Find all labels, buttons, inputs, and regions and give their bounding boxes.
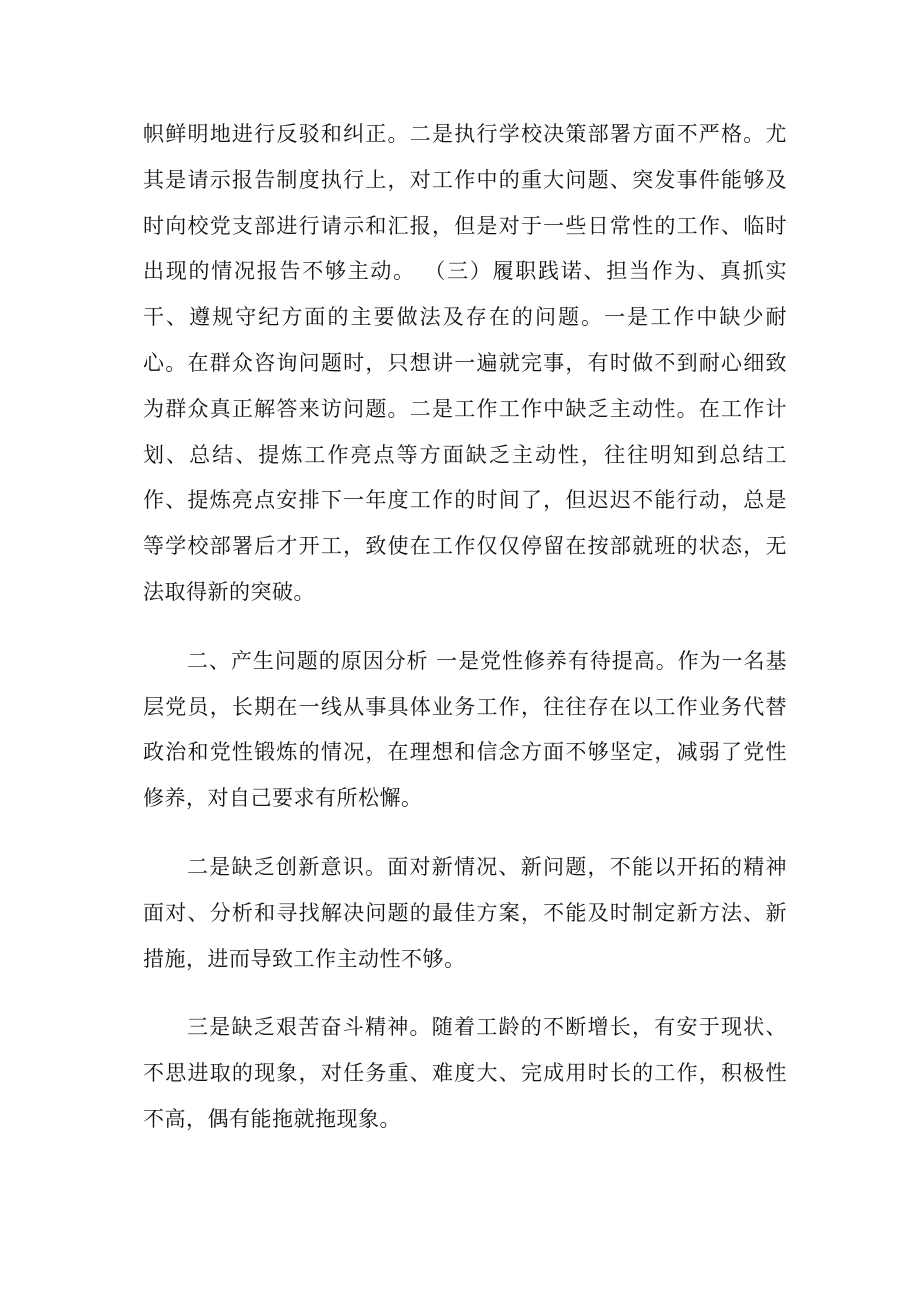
paragraph-gap — [143, 982, 787, 1005]
paragraph-innovation: 二是缺乏创新意识。面对新情况、新问题，不能以开拓的精神面对、分析和寻找解决问题的最佳方案，不能及时制定新方法、新措施，进而导致工作主动性不够。 — [143, 854, 787, 971]
paragraph-continued: 帜鲜明地进行反驳和纠正。二是执行学校决策部署方面不严格。尤其是请示报告制度执行上，对工作中的重大问题、突发事件能够及时向校党支部进行请示和汇报，但是对于一些日常性的工作、临时出现的情况报告不够主动。 （三）履职践诺、担当作为、真抓实干、遵规守纪方面的主要做法及存在的问题。一是工作中缺少耐心。在群众咨询问题时，只想讲一遍就完事，有时做不到耐心细致为群众真正解答来访问题。二是工作工作中缺乏主动性。在工作计划、总结、提炼工作亮点等方面缺乏主动性，往往明知到总结工作、提炼亮点安排下一年度工作的时间了，但迟迟不能行动，总是等学校部署后才开工，致使在工作仅仅停留在按部就班的状态，无法取得新的突破。 — [143, 122, 787, 604]
paragraph-gap — [143, 822, 787, 845]
paragraph-cause-analysis: 二、产生问题的原因分析 一是党性修养有待提高。作为一名基层党员，长期在一线从事具体业务工作，往往存在以工作业务代替政治和党性锻炼的情况，在理想和信念方面不够坚定，减弱了党性修养，对自己要求有所松懈。 — [143, 648, 787, 811]
paragraph-gap — [143, 616, 787, 639]
paragraph-hard-work: 三是缺乏艰苦奋斗精神。随着工龄的不断增长，有安于现状、不思进取的现象，对任务重、难度大、完成用时长的工作，积极性不高，偶有能拖就拖现象。 — [143, 1015, 787, 1131]
document-page — [143, 112, 787, 1143]
